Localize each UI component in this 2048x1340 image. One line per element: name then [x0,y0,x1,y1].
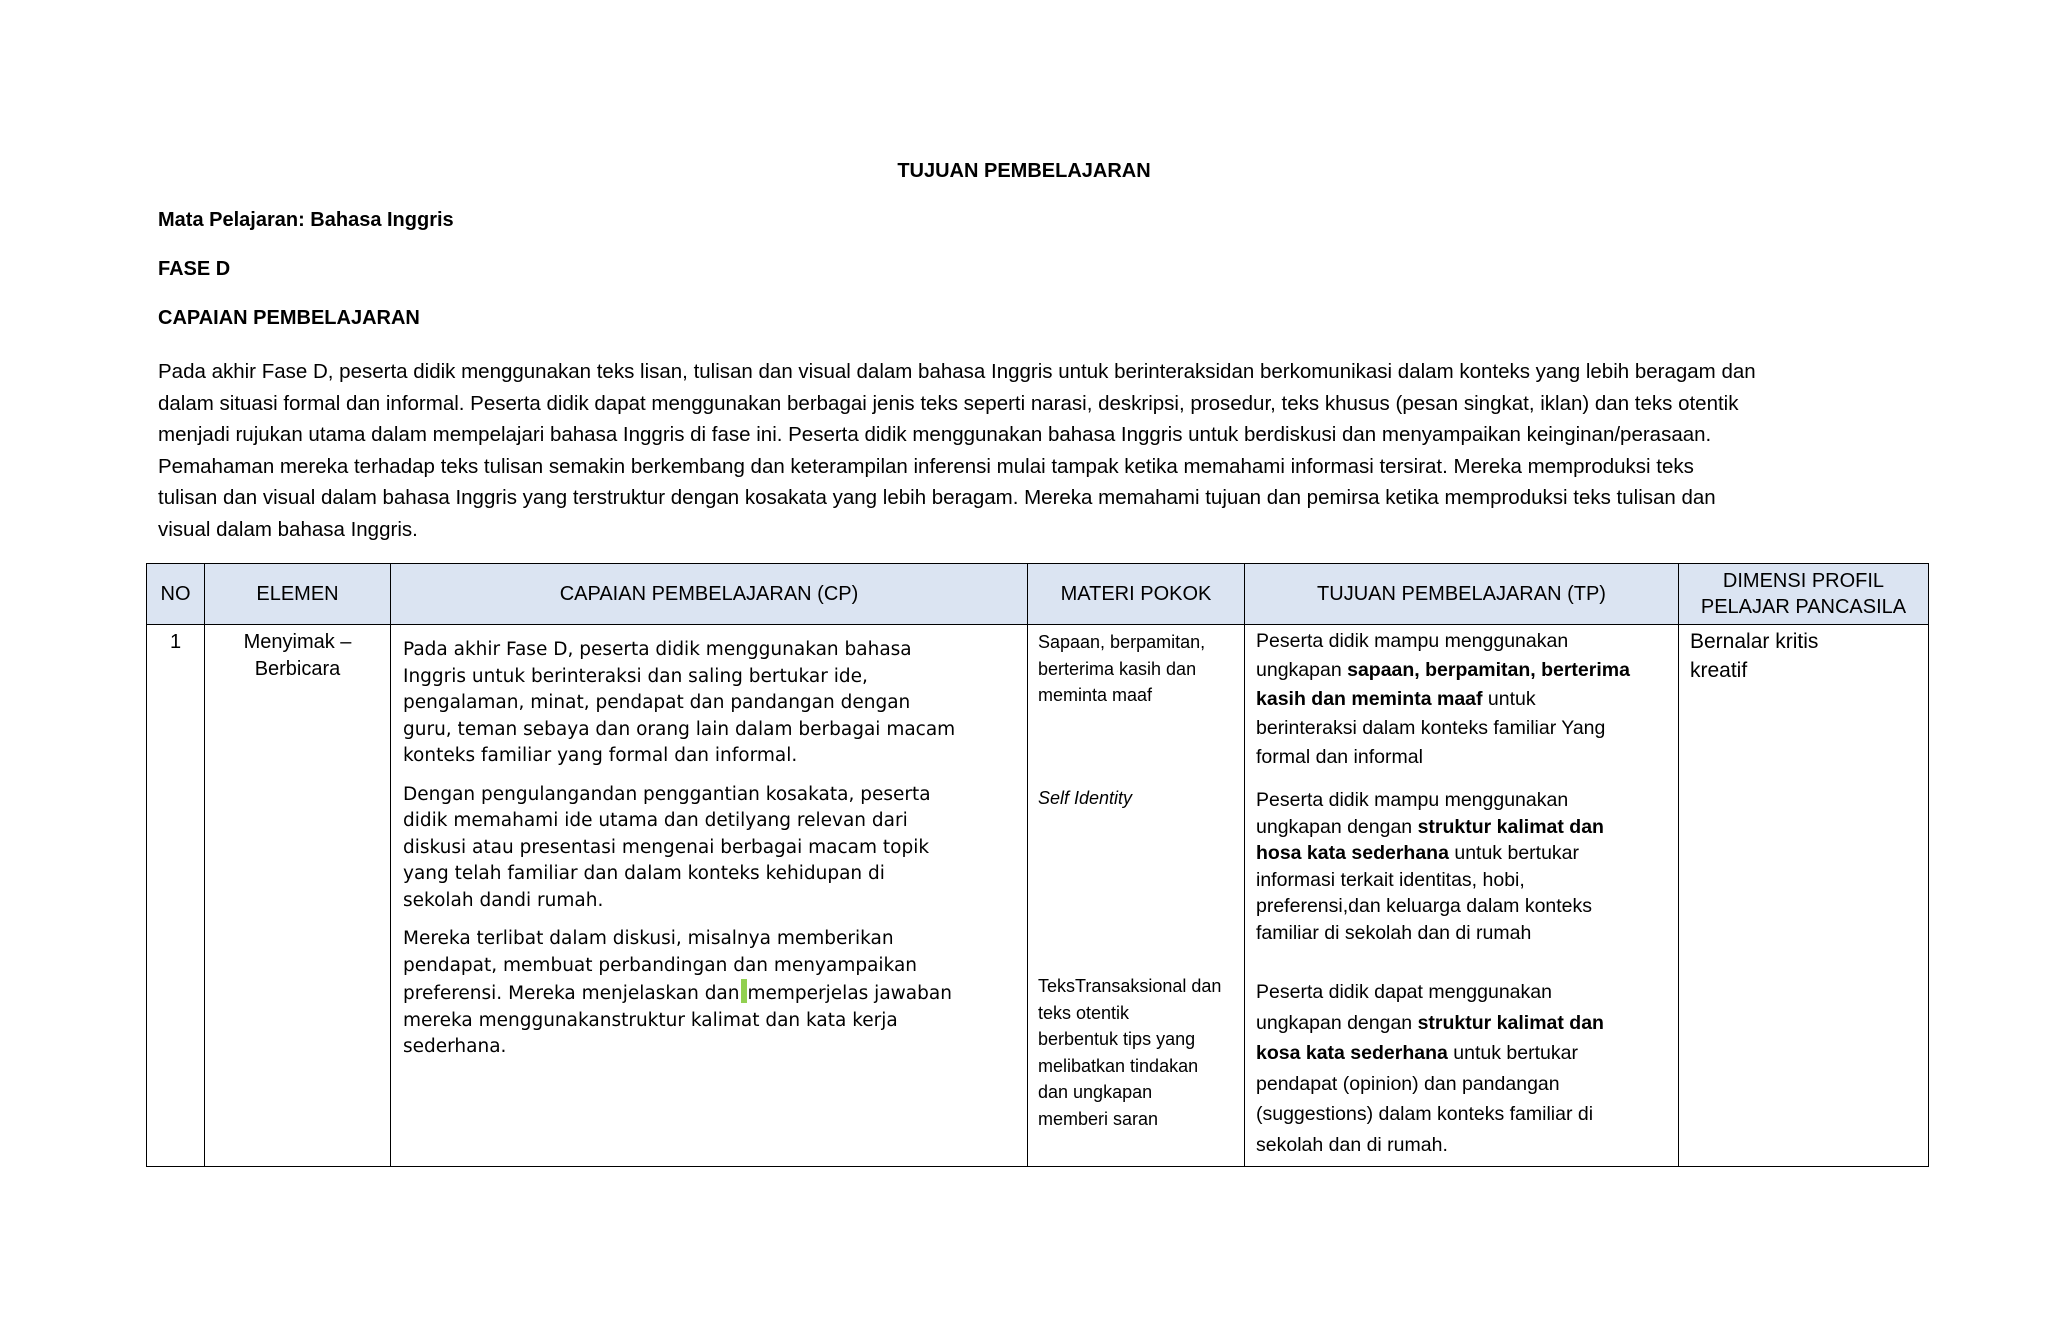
cp-line: pendapat, membuat perbandingan dan menyampaikan [403,954,918,976]
intro-line: dalam situasi formal dan informal. Peserta didik dapat menggunakan berbagai jenis teks seperti narasi, deskripsi, prosedur, teks khusus (pesan singkat, iklan) dan teks otentik [158,391,1739,415]
header-dimensi-line: PELAJAR PANCASILA [1700,596,1907,618]
tp-line-segment: ungkapan dengan [1256,815,1418,838]
learning-objectives-table [146,563,1929,1167]
materi-line: berbentuk tips yang [1038,1029,1196,1049]
materi-line: berterima kasih dan [1038,658,1197,679]
cell-materi [1028,625,1245,1167]
text-cursor-highlight [741,979,747,1003]
cp-line: sekolah dandi rumah. [403,889,604,911]
tp-line-bold: struktur kalimat dan [1417,815,1604,838]
intro-line: tulisan dan visual dalam bahasa Inggris yang terstruktur dengan kosakata yang lebih beragam. Mereka memahami tujuan dan pemirsa ketika memproduksi teks tulisan dan [158,486,1716,509]
tp-line-segment: ungkapan dengan [1256,1011,1418,1034]
section-heading: CAPAIAN PEMBELAJARAN [158,307,420,329]
tp-line [1256,685,1672,714]
tp-line [1256,840,1672,867]
materi-line: dan ungkapan [1038,1082,1153,1102]
header-materi: MATERI POKOK [1028,564,1245,625]
cell-cp [391,625,1028,1167]
tp-line [1256,814,1672,841]
intro-line: visual dalam bahasa Inggris. [158,517,418,541]
tp-line-segment: untuk [1482,688,1536,710]
tp-line: pendapat (opinion) dan pandangan [1256,1072,1560,1095]
cp-line: guru, teman sebaya dan orang lain dalam berbagai macam [403,718,956,740]
tp-line [1256,1008,1672,1039]
header-dimensi [1679,564,1929,625]
header-elemen: ELEMEN [205,564,391,625]
cp-paragraph [403,782,1013,915]
tp-line: formal dan informal [1256,746,1423,768]
dimensi-line: Bernalar kritis [1690,630,1819,653]
tp-line [1256,656,1672,685]
materi-item [1038,973,1238,1132]
header-no: NO [147,564,205,625]
cell-elemen [205,625,391,1167]
tp-item [1256,627,1672,772]
materi-line: Self Identity [1038,788,1133,808]
tp-line: (suggestions) dalam konteks familiar di [1256,1103,1594,1125]
cp-line: pengalaman, minat, pendapat dan pandangan dengan [403,692,911,713]
tp-item [1256,977,1672,1160]
subject-label: Mata Pelajaran: Bahasa Inggris [158,209,454,231]
header-tp: TUJUAN PEMBELAJARAN (TP) [1245,564,1679,625]
tp-line-bold: kosa kata sederhana [1256,1042,1448,1064]
cp-line: didik memahami ide utama dan detilyang relevan dari [403,810,908,831]
cp-line: konteks familiar yang formal dan informal. [403,745,798,766]
materi-line: TeksTransaksional dan [1038,976,1222,996]
tp-line-bold: kasih dan meminta maaf [1256,688,1483,710]
cp-line: Dengan pengulangandan penggantian kosakata, peserta [403,783,931,805]
materi-item [1038,629,1238,709]
cp-paragraph [403,637,1013,770]
phase-label: FASE D [158,258,231,280]
materi-line: Sapaan, berpamitan, [1038,632,1206,652]
page-title: TUJUAN PEMBELAJARAN [897,160,1151,182]
tp-line: berinteraksi dalam konteks familiar Yang [1256,717,1606,739]
header-dimensi-line: DIMENSI PROFIL [1722,570,1885,592]
tp-line: Peserta didik mampu menggunakan [1256,630,1569,652]
intro-line: menjadi rujukan utama dalam mempelajari bahasa Inggris di fase ini. Peserta didik menggunakan bahasa Inggris untuk berdiskusi dan menyampaikan keinginan/perasaan. [158,423,1712,446]
header-cp: CAPAIAN PEMBELAJARAN (CP) [391,564,1028,625]
cp-paragraph [403,926,1013,1061]
tp-line-bold: hosa kata sederhana [1256,842,1449,864]
elemen-line: Menyimak – [243,631,352,653]
materi-line: teks otentik [1038,1002,1130,1023]
table-header-row [147,564,1929,625]
tp-line: familiar di sekolah dan di rumah [1256,921,1532,944]
tp-line: sekolah dan di rumah. [1256,1133,1448,1156]
tp-item [1256,787,1672,946]
cp-line: Mereka terlibat dalam diskusi, misalnya memberikan [403,928,894,949]
cp-line-segment: preferensi. Mereka menjelaskan dan [403,983,740,1004]
tp-line-bold: sapaan, berpamitan, berterima [1347,659,1630,681]
cp-line: Inggris untuk berinteraksi dan saling bertukar ide, [403,665,868,687]
cp-line: diskusi atau presentasi mengenai berbagai macam topik [403,836,930,858]
cell-no: 1 [147,625,205,1167]
cp-line: sederhana. [403,1036,507,1057]
cp-line: mereka menggunakanstruktur kalimat dan kata kerja [403,1009,898,1031]
tp-line: informasi terkait identitas, hobi, [1256,868,1525,891]
intro-line: Pada akhir Fase D, peserta didik menggunakan teks lisan, tulisan dan visual dalam bahasa Inggris untuk berinteraksidan berkomunikasi dalam konteks yang lebih beragam dan [158,360,1756,383]
intro-line: Pemahaman mereka terhadap teks tulisan semakin berkembang dan keterampilan inferensi mulai tampak ketika memahami informasi tersirat. Mereka memproduksi teks [158,454,1694,478]
tp-line-bold: struktur kalimat dan [1417,1011,1604,1034]
tp-line-segment: untuk bertukar [1448,842,1580,864]
cp-line-segment: memperjelas jawaban [747,983,952,1004]
intro-paragraph [158,356,1878,545]
cp-line [403,979,1013,1008]
elemen-line: Berbicara [254,658,341,680]
cell-dimensi [1679,625,1929,1167]
cp-line: yang telah familiar dan dalam konteks kehidupan di [403,863,885,884]
materi-item [1038,785,1238,812]
table-row [147,625,1929,1167]
materi-line: meminta maaf [1038,685,1153,705]
tp-line: Peserta didik dapat menggunakan [1256,981,1552,1003]
cell-tp [1245,625,1679,1167]
tp-line: preferensi,dan keluarga dalam konteks [1256,895,1593,917]
materi-line: melibatkan tindakan [1038,1055,1199,1076]
dimensi-line: kreatif [1690,659,1748,682]
tp-line: Peserta didik mampu menggunakan [1256,789,1569,811]
materi-line: memberi saran [1038,1108,1159,1129]
tp-line-segment: untuk bertukar [1447,1042,1578,1064]
cp-line: Pada akhir Fase D, peserta didik menggunakan bahasa [403,639,912,660]
tp-line [1256,1038,1672,1069]
tp-line-segment: ungkapan [1256,659,1348,681]
